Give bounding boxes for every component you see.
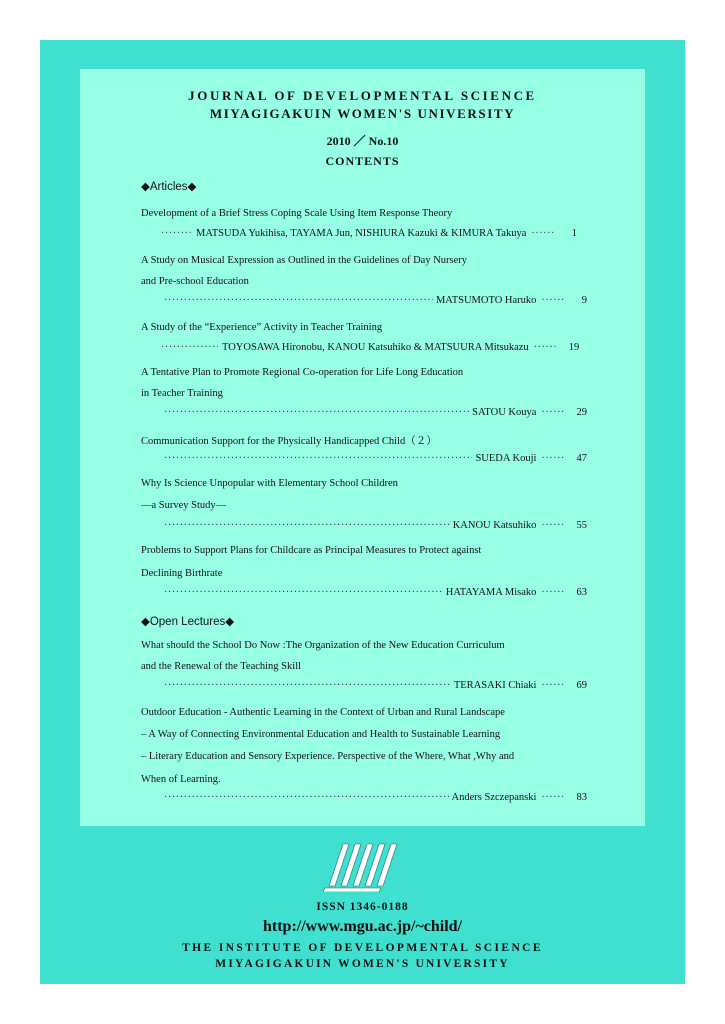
article-page: 55	[576, 520, 587, 531]
article-page: 1	[571, 228, 577, 239]
leader-dots	[164, 520, 450, 534]
leader-dots	[541, 453, 565, 464]
article-author-line	[161, 342, 587, 356]
leader-dots	[164, 680, 451, 694]
article-author-line	[161, 228, 587, 242]
article-author-line	[161, 587, 587, 601]
leader-dots	[164, 453, 472, 467]
article-authors: HATAYAMA Misako	[445, 587, 537, 598]
leader-dots	[164, 407, 469, 421]
university-name: MIYAGIGAKUIN WOMEN'S UNIVERSITY	[209, 106, 516, 121]
lecture-page: 83	[576, 792, 587, 803]
leader-dots	[531, 228, 555, 239]
lecture-page: 69	[576, 680, 587, 691]
articles-heading: ◆Articles◆	[141, 181, 197, 193]
article-author-line	[161, 453, 587, 467]
article-title-line: in Teacher Training	[141, 388, 223, 399]
leader-dots	[164, 295, 433, 309]
leader-dots	[541, 520, 565, 531]
article-authors: SUEDA Kouji	[475, 453, 537, 464]
contents-panel	[80, 69, 645, 826]
article-title-line: Why Is Science Unpopular with Elementary School Children	[141, 478, 398, 489]
article-author-line	[161, 295, 587, 309]
leader-dots	[534, 342, 558, 353]
website-url[interactable]: http://www.mgu.ac.jp/~child/	[262, 918, 462, 935]
leader-dots	[541, 587, 565, 598]
article-author-line	[161, 520, 587, 534]
article-page: 47	[576, 453, 587, 464]
leader-dots	[161, 342, 218, 353]
article-title-line: —a Survey Study—	[141, 500, 227, 511]
leader-dots	[164, 587, 443, 601]
article-authors: KANOU Katsuhiko	[452, 520, 537, 531]
leader-dots	[541, 792, 565, 803]
leader-dots	[541, 295, 565, 306]
article-title-line: A Study on Musical Expression as Outlined in the Guidelines of Day Nursery	[141, 255, 468, 266]
contents-heading: CONTENTS	[325, 154, 400, 168]
article-author-line	[161, 407, 587, 421]
lecture-author-line	[161, 792, 587, 806]
article-authors: TOYOSAWA Hironobu, KANOU Katsuhiko & MATSUURA Mitsukazu	[222, 342, 529, 353]
leader-dots	[541, 680, 565, 691]
lecture-title-line: Outdoor Education - Authentic Learning in the Context of Urban and Rural Landscape	[141, 707, 505, 718]
article-page: 9	[581, 295, 587, 306]
article-title-line: Development of a Brief Stress Coping Scale Using Item Response Theory	[141, 208, 453, 219]
leader-dots	[541, 407, 565, 418]
article-title-line: A Tentative Plan to Promote Regional Co-operation for Life Long Education	[141, 367, 464, 378]
leader-dots	[161, 228, 191, 239]
article-page: 19	[568, 342, 580, 353]
lecture-author-line	[161, 680, 587, 694]
issn: ISSN 1346-0188	[316, 901, 409, 913]
article-page: 63	[576, 587, 587, 598]
footer-university-name: MIYAGIGAKUIN WOMEN'S UNIVERSITY	[215, 958, 510, 970]
article-title-line: and Pre-school Education	[141, 276, 249, 287]
article-title-line: A Study of the “Experience” Activity in Teacher Training	[141, 322, 383, 333]
article-authors: MATSUDA Yukihisa, TAYAMA Jun, NISHIURA Kazuki & KIMURA Takuya	[196, 228, 527, 239]
lecture-authors: Anders Szczepanski	[451, 792, 537, 803]
mds-logo	[321, 836, 401, 892]
article-authors: MATSUMOTO Haruko	[435, 295, 537, 306]
article-page: 29	[576, 407, 587, 418]
lecture-title-line: When of Learning.	[141, 774, 221, 785]
article-title-line: Communication Support for the Physically Handicapped Child（２）	[141, 436, 437, 447]
leader-dots	[164, 792, 449, 806]
lecture-title-line: – A Way of Connecting Environmental Education and Health to Sustainable Learning	[141, 729, 501, 740]
lecture-title-line: – Literary Education and Sensory Experience. Perspective of the Where, What ,Why and	[141, 751, 515, 762]
lecture-authors: TERASAKI Chiaki	[453, 680, 537, 691]
open-lectures-heading: ◆Open Lectures◆	[141, 616, 235, 628]
institute-name: THE INSTITUTE OF DEVELOPMENTAL SCIENCE	[182, 942, 543, 954]
journal-title: JOURNAL OF DEVELOPMENTAL SCIENCE	[188, 88, 537, 103]
article-title-line: Problems to Support Plans for Childcare as Principal Measures to Protect against	[141, 545, 482, 556]
article-title-line: Declining Birthrate	[141, 568, 223, 579]
lecture-title-line: What should the School Do Now :The Organization of the New Education Curriculum	[141, 640, 505, 651]
lecture-title-line: and the Renewal of the Teaching Skill	[141, 661, 302, 672]
issue-number: 2010 ／ No.10	[326, 134, 399, 148]
article-authors: SATOU Kouya	[472, 407, 537, 418]
